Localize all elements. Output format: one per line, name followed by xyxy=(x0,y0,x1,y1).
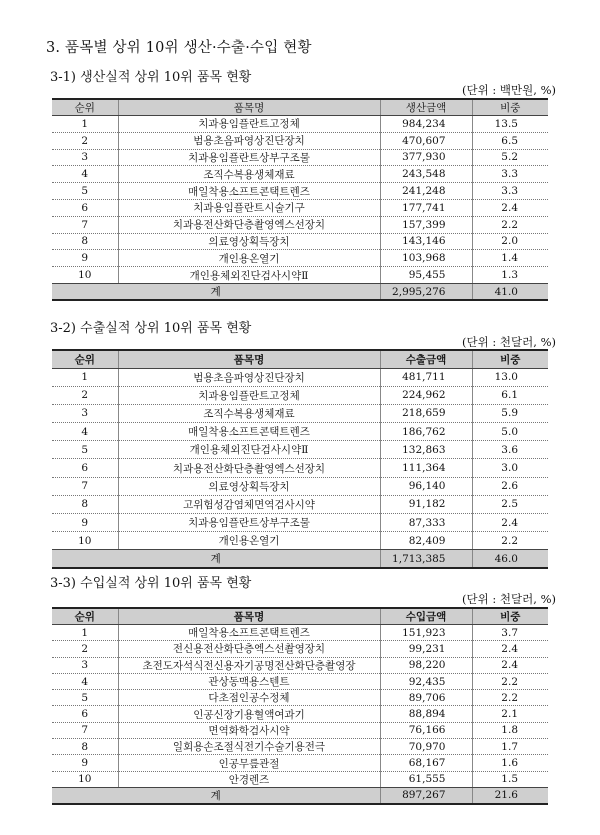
amount-cell: 96,140 xyxy=(380,477,472,495)
main-title: 3. 품목별 상위 10위 생산·수출·수입 현황 xyxy=(46,40,312,56)
table-row xyxy=(52,404,548,422)
table-row xyxy=(52,755,548,771)
item-name-cell: 다초점인공수정체 xyxy=(118,690,380,706)
amount-cell: 984,234 xyxy=(380,116,472,133)
share-cell: 2.2 xyxy=(472,690,548,706)
table-row xyxy=(52,233,548,250)
amount-cell: 111,364 xyxy=(380,459,472,477)
header-item-name: 품목명 xyxy=(118,350,380,368)
header-share: 비중 xyxy=(472,608,548,625)
rank-cell: 6 xyxy=(52,459,118,477)
share-cell: 2.2 xyxy=(472,216,548,233)
table-row xyxy=(52,149,548,166)
header-share: 비중 xyxy=(472,99,548,116)
export-table xyxy=(52,349,548,569)
item-name-cell: 개인용체외진단검사시약Ⅱ xyxy=(118,267,380,284)
amount-cell: 95,455 xyxy=(380,267,472,284)
table-row xyxy=(52,166,548,183)
rank-cell: 2 xyxy=(52,641,118,657)
share-cell: 2.2 xyxy=(472,532,548,550)
rank-cell: 9 xyxy=(52,250,118,267)
table-row xyxy=(52,441,548,459)
amount-cell: 218,659 xyxy=(380,404,472,422)
table-row xyxy=(52,641,548,657)
rank-cell: 5 xyxy=(52,690,118,706)
header-rank: 순위 xyxy=(52,608,118,625)
rank-cell: 6 xyxy=(52,199,118,216)
rank-cell: 2 xyxy=(52,132,118,149)
item-name-cell: 조직수복용생체재료 xyxy=(118,404,380,422)
item-name-cell: 치과용임플란트고정체 xyxy=(118,386,380,404)
amount-cell: 243,548 xyxy=(380,166,472,183)
item-name-cell: 매일착용소프트콘택트렌즈 xyxy=(118,625,380,641)
item-name-cell: 관상동맥용스텐트 xyxy=(118,673,380,689)
table-row xyxy=(52,706,548,722)
table-row xyxy=(52,199,548,216)
item-name-cell: 초전도자석식전신용자기공명전산화단층촬영장 xyxy=(118,657,380,673)
header-item-name: 품목명 xyxy=(118,608,380,625)
share-cell: 2.2 xyxy=(472,673,548,689)
item-name-cell: 의료영상획득장치 xyxy=(118,233,380,250)
production-unit-note: (단위 : 백만원, %) xyxy=(462,83,556,97)
table-row xyxy=(52,514,548,532)
share-cell: 1.3 xyxy=(472,267,548,284)
total-share: 41.0 xyxy=(472,283,548,300)
amount-cell: 76,166 xyxy=(380,722,472,738)
total-share: 21.6 xyxy=(472,787,548,804)
item-name-cell: 범용초음파영상진단장치 xyxy=(118,368,380,386)
rank-cell: 7 xyxy=(52,477,118,495)
table-row xyxy=(52,739,548,755)
share-cell: 1.5 xyxy=(472,771,548,787)
table-row xyxy=(52,657,548,673)
amount-cell: 91,182 xyxy=(380,495,472,513)
item-name-cell: 치과용전산화단층촬영엑스선장치 xyxy=(118,459,380,477)
item-name-cell: 치과용임플란트고정체 xyxy=(118,116,380,133)
rank-cell: 7 xyxy=(52,216,118,233)
amount-cell: 92,435 xyxy=(380,673,472,689)
share-cell: 2.4 xyxy=(472,657,548,673)
rank-cell: 2 xyxy=(52,386,118,404)
share-cell: 2.4 xyxy=(472,514,548,532)
item-name-cell: 매일착용소프트콘택트렌즈 xyxy=(118,183,380,200)
share-cell: 3.3 xyxy=(472,166,548,183)
rank-cell: 5 xyxy=(52,441,118,459)
amount-cell: 377,930 xyxy=(380,149,472,166)
share-cell: 6.1 xyxy=(472,386,548,404)
rank-cell: 10 xyxy=(52,532,118,550)
item-name-cell: 조직수복용생체재료 xyxy=(118,166,380,183)
item-name-cell: 안경렌즈 xyxy=(118,771,380,787)
export-section-title: 3-2) 수출실적 상위 10위 품목 현황 xyxy=(50,321,252,336)
amount-cell: 82,409 xyxy=(380,532,472,550)
table-row xyxy=(52,116,548,133)
item-name-cell: 전신용전산화단층엑스선촬영장치 xyxy=(118,641,380,657)
header-share: 비중 xyxy=(472,350,548,368)
header-amount: 수출금액 xyxy=(380,350,472,368)
total-label: 계 xyxy=(52,787,380,804)
amount-cell: 241,248 xyxy=(380,183,472,200)
header-rank: 순위 xyxy=(52,350,118,368)
item-name-cell: 치과용임플란트시술기구 xyxy=(118,199,380,216)
amount-cell: 87,333 xyxy=(380,514,472,532)
amount-cell: 98,220 xyxy=(380,657,472,673)
share-cell: 3.3 xyxy=(472,183,548,200)
rank-cell: 7 xyxy=(52,722,118,738)
share-cell: 2.0 xyxy=(472,233,548,250)
import-section-title: 3-3) 수입실적 상위 10위 품목 현황 xyxy=(50,576,252,591)
amount-cell: 61,555 xyxy=(380,771,472,787)
total-share: 46.0 xyxy=(472,550,548,568)
total-label: 계 xyxy=(52,550,380,568)
item-name-cell: 인공신장기용혈액여과기 xyxy=(118,706,380,722)
table-row xyxy=(52,368,548,386)
rank-cell: 8 xyxy=(52,233,118,250)
table-row xyxy=(52,132,548,149)
share-cell: 2.4 xyxy=(472,199,548,216)
table-row xyxy=(52,423,548,441)
table-row xyxy=(52,216,548,233)
share-cell: 5.2 xyxy=(472,149,548,166)
rank-cell: 9 xyxy=(52,514,118,532)
amount-cell: 103,968 xyxy=(380,250,472,267)
table-row xyxy=(52,386,548,404)
item-name-cell: 개인용온열기 xyxy=(118,250,380,267)
amount-cell: 481,711 xyxy=(380,368,472,386)
amount-cell: 186,762 xyxy=(380,423,472,441)
item-name-cell: 치과용전산화단층촬영엑스선장치 xyxy=(118,216,380,233)
rank-cell: 3 xyxy=(52,657,118,673)
total-amount: 897,267 xyxy=(380,787,472,804)
table-row xyxy=(52,673,548,689)
rank-cell: 9 xyxy=(52,755,118,771)
share-cell: 6.5 xyxy=(472,132,548,149)
rank-cell: 3 xyxy=(52,149,118,166)
rank-cell: 1 xyxy=(52,625,118,641)
rank-cell: 3 xyxy=(52,404,118,422)
amount-cell: 68,167 xyxy=(380,755,472,771)
share-cell: 5.9 xyxy=(472,404,548,422)
production-section-title: 3-1) 생산실적 상위 10위 품목 현황 xyxy=(50,70,252,85)
total-label: 계 xyxy=(52,283,380,300)
amount-cell: 88,894 xyxy=(380,706,472,722)
item-name-cell: 일회용손조절식전기수술기용전극 xyxy=(118,739,380,755)
item-name-cell: 고위험성감염체면역검사시약 xyxy=(118,495,380,513)
amount-cell: 99,231 xyxy=(380,641,472,657)
amount-cell: 143,146 xyxy=(380,233,472,250)
rank-cell: 6 xyxy=(52,706,118,722)
table-row xyxy=(52,267,548,284)
share-cell: 3.6 xyxy=(472,441,548,459)
item-name-cell: 인공무릎관절 xyxy=(118,755,380,771)
rank-cell: 1 xyxy=(52,368,118,386)
rank-cell: 4 xyxy=(52,166,118,183)
total-amount: 1,713,385 xyxy=(380,550,472,568)
share-cell: 5.0 xyxy=(472,423,548,441)
table-row xyxy=(52,771,548,787)
rank-cell: 5 xyxy=(52,183,118,200)
item-name-cell: 개인용온열기 xyxy=(118,532,380,550)
rank-cell: 8 xyxy=(52,495,118,513)
amount-cell: 224,962 xyxy=(380,386,472,404)
rank-cell: 10 xyxy=(52,771,118,787)
item-name-cell: 치과용임플란트상부구조물 xyxy=(118,149,380,166)
share-cell: 13.0 xyxy=(472,368,548,386)
amount-cell: 151,923 xyxy=(380,625,472,641)
amount-cell: 177,741 xyxy=(380,199,472,216)
header-rank: 순위 xyxy=(52,99,118,116)
share-cell: 3.0 xyxy=(472,459,548,477)
item-name-cell: 개인용체외진단검사시약Ⅱ xyxy=(118,441,380,459)
table-row xyxy=(52,625,548,641)
share-cell: 13.5 xyxy=(472,116,548,133)
share-cell: 2.6 xyxy=(472,477,548,495)
item-name-cell: 의료영상획득장치 xyxy=(118,477,380,495)
table-row xyxy=(52,477,548,495)
table-row xyxy=(52,183,548,200)
table-row xyxy=(52,690,548,706)
amount-cell: 89,706 xyxy=(380,690,472,706)
rank-cell: 10 xyxy=(52,267,118,284)
rank-cell: 1 xyxy=(52,116,118,133)
share-cell: 3.7 xyxy=(472,625,548,641)
share-cell: 2.4 xyxy=(472,641,548,657)
share-cell: 1.8 xyxy=(472,722,548,738)
rank-cell: 4 xyxy=(52,673,118,689)
import-table xyxy=(52,607,548,805)
amount-cell: 470,607 xyxy=(380,132,472,149)
share-cell: 2.1 xyxy=(472,706,548,722)
item-name-cell: 면역화학검사시약 xyxy=(118,722,380,738)
table-row xyxy=(52,495,548,513)
table-row xyxy=(52,722,548,738)
share-cell: 2.5 xyxy=(472,495,548,513)
amount-cell: 70,970 xyxy=(380,739,472,755)
item-name-cell: 매일착용소프트콘택트렌즈 xyxy=(118,423,380,441)
import-unit-note: (단위 : 천달러, %) xyxy=(462,592,556,606)
item-name-cell: 범용초음파영상진단장치 xyxy=(118,132,380,149)
total-amount: 2,995,276 xyxy=(380,283,472,300)
rank-cell: 8 xyxy=(52,739,118,755)
share-cell: 1.4 xyxy=(472,250,548,267)
export-unit-note: (단위 : 천달러, %) xyxy=(462,335,556,349)
table-row xyxy=(52,459,548,477)
rank-cell: 4 xyxy=(52,423,118,441)
share-cell: 1.6 xyxy=(472,755,548,771)
production-table xyxy=(52,98,548,301)
header-amount: 생산금액 xyxy=(380,99,472,116)
amount-cell: 132,863 xyxy=(380,441,472,459)
table-row xyxy=(52,250,548,267)
header-amount: 수입금액 xyxy=(380,608,472,625)
share-cell: 1.7 xyxy=(472,739,548,755)
table-row xyxy=(52,532,548,550)
item-name-cell: 치과용임플란트상부구조물 xyxy=(118,514,380,532)
header-item-name: 품목명 xyxy=(118,99,380,116)
amount-cell: 157,399 xyxy=(380,216,472,233)
